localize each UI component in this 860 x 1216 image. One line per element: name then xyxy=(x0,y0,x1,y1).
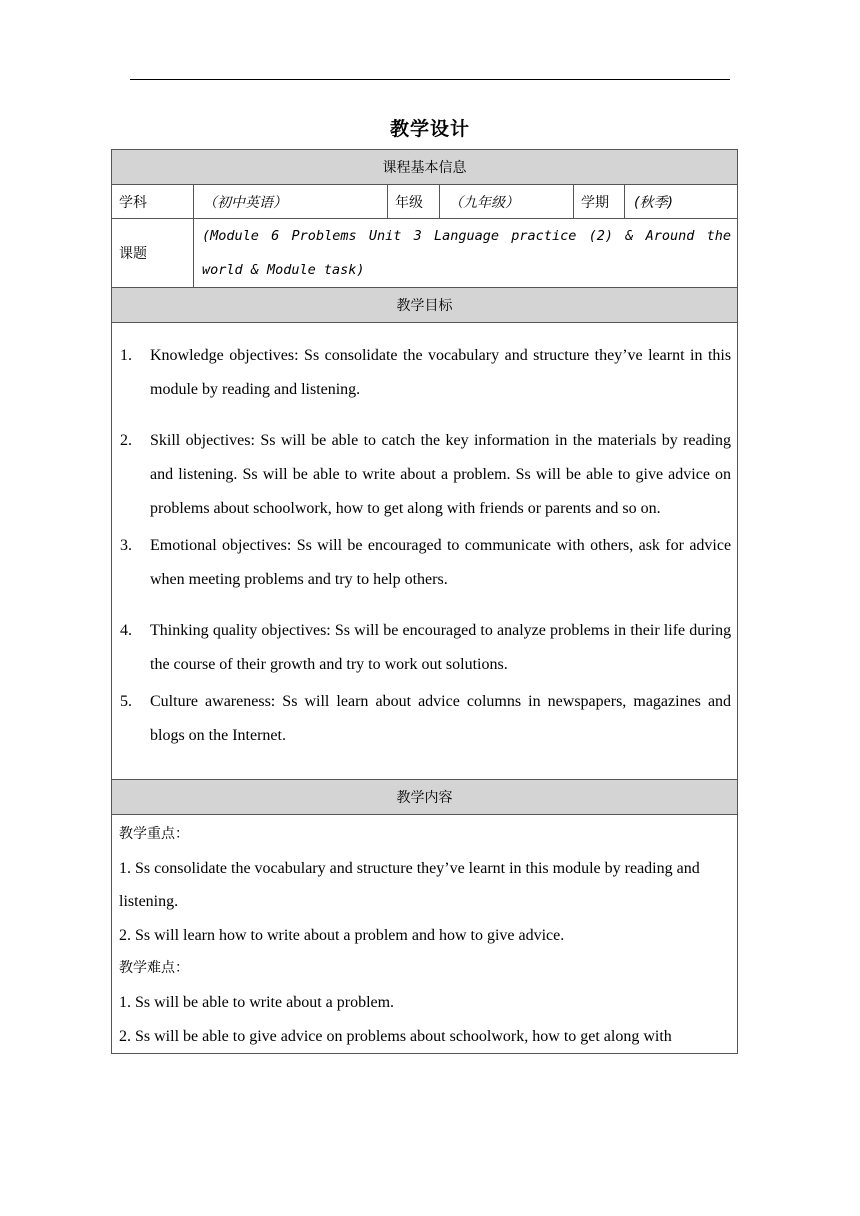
lesson-plan-table xyxy=(111,149,738,1054)
section-content: 教学内容 xyxy=(112,780,738,815)
objective-item: 5. Culture awareness: Ss will learn about advice columns in newspapers, magazines and blogs on the Internet. xyxy=(120,685,731,753)
subject-row xyxy=(112,185,738,219)
objective-text: Knowledge objectives: Ss consolidate the vocabulary and structure they’ve learnt in this module by reading and listening. xyxy=(150,347,732,398)
objective-item: 2. Skill objectives: Ss will be able to catch the key information in the materials by reading and listening. Ss will be able to write about a problem. Ss will be able to give advice on problems about schoolwork, how to get along with friends or parents and so on. xyxy=(120,424,731,526)
grade-label: 年级 xyxy=(388,185,440,219)
topic-value: (Module 6 Problems Unit 3 Language practice (2) & Around the world & Module task) xyxy=(194,219,738,288)
header-rule xyxy=(130,79,730,80)
key-point-item: 2. Ss will learn how to write about a problem and how to give advice. xyxy=(119,926,565,944)
key-point-item: 1. Ss consolidate the vocabulary and structure they’ve learnt in this module by reading and listening. xyxy=(119,859,700,911)
content-header-row xyxy=(112,780,738,815)
term-label: 学期 xyxy=(574,185,625,219)
difficult-point-item: 2. Ss will be able to give advice on problems about schoolwork, how to get along with xyxy=(119,1027,672,1045)
objective-item: 4. Thinking quality objectives: Ss will be encouraged to analyze problems in their life during the course of their growth and try to work out solutions. xyxy=(120,614,731,682)
document-title: 教学设计 xyxy=(389,118,470,140)
topic-label: 课题 xyxy=(112,219,194,288)
section-basic-info: 课程基本信息 xyxy=(112,150,738,185)
objective-text: Culture awareness: Ss will learn about advice columns in newspapers, magazines and blogs on the Internet. xyxy=(150,693,732,744)
grade-value: （九年级） xyxy=(440,185,574,219)
content-cell xyxy=(112,815,738,1054)
objective-item: 1. Knowledge objectives: Ss consolidate the vocabulary and structure they’ve learnt in this module by reading and listening. xyxy=(120,339,731,407)
key-points-label: 教学重点： xyxy=(119,826,189,842)
term-value: (秋季) xyxy=(625,185,738,219)
basic-info-header-row xyxy=(112,150,738,185)
objective-text: Thinking quality objectives: Ss will be encouraged to analyze problems in their life during the course of their growth and try to work out solutions. xyxy=(150,622,732,673)
section-objectives: 教学目标 xyxy=(112,288,738,323)
objectives-row xyxy=(112,323,738,780)
objective-item: 3. Emotional objectives: Ss will be encouraged to communicate with others, ask for advice when meeting problems and try to help others. xyxy=(120,529,731,597)
difficult-point-item: 1. Ss will be able to write about a problem. xyxy=(119,993,395,1011)
content-row xyxy=(112,815,738,1054)
objectives-cell xyxy=(112,323,738,780)
objectives-header-row xyxy=(112,288,738,323)
difficult-points-label: 教学难点： xyxy=(119,960,189,977)
subject-label: 学科 xyxy=(112,185,194,219)
objective-text: Emotional objectives: Ss will be encouraged to communicate with others, ask for advice when meeting problems and try to help others. xyxy=(150,537,732,588)
objective-text: Skill objectives: Ss will be able to catch the key information in the materials by reading and listening. Ss will be able to write about a problem. Ss will be able to give advice on problems about schoolwork, how to get along with friends or parents and so on. xyxy=(150,432,732,517)
subject-value: （初中英语） xyxy=(194,185,388,219)
topic-row xyxy=(112,219,738,288)
